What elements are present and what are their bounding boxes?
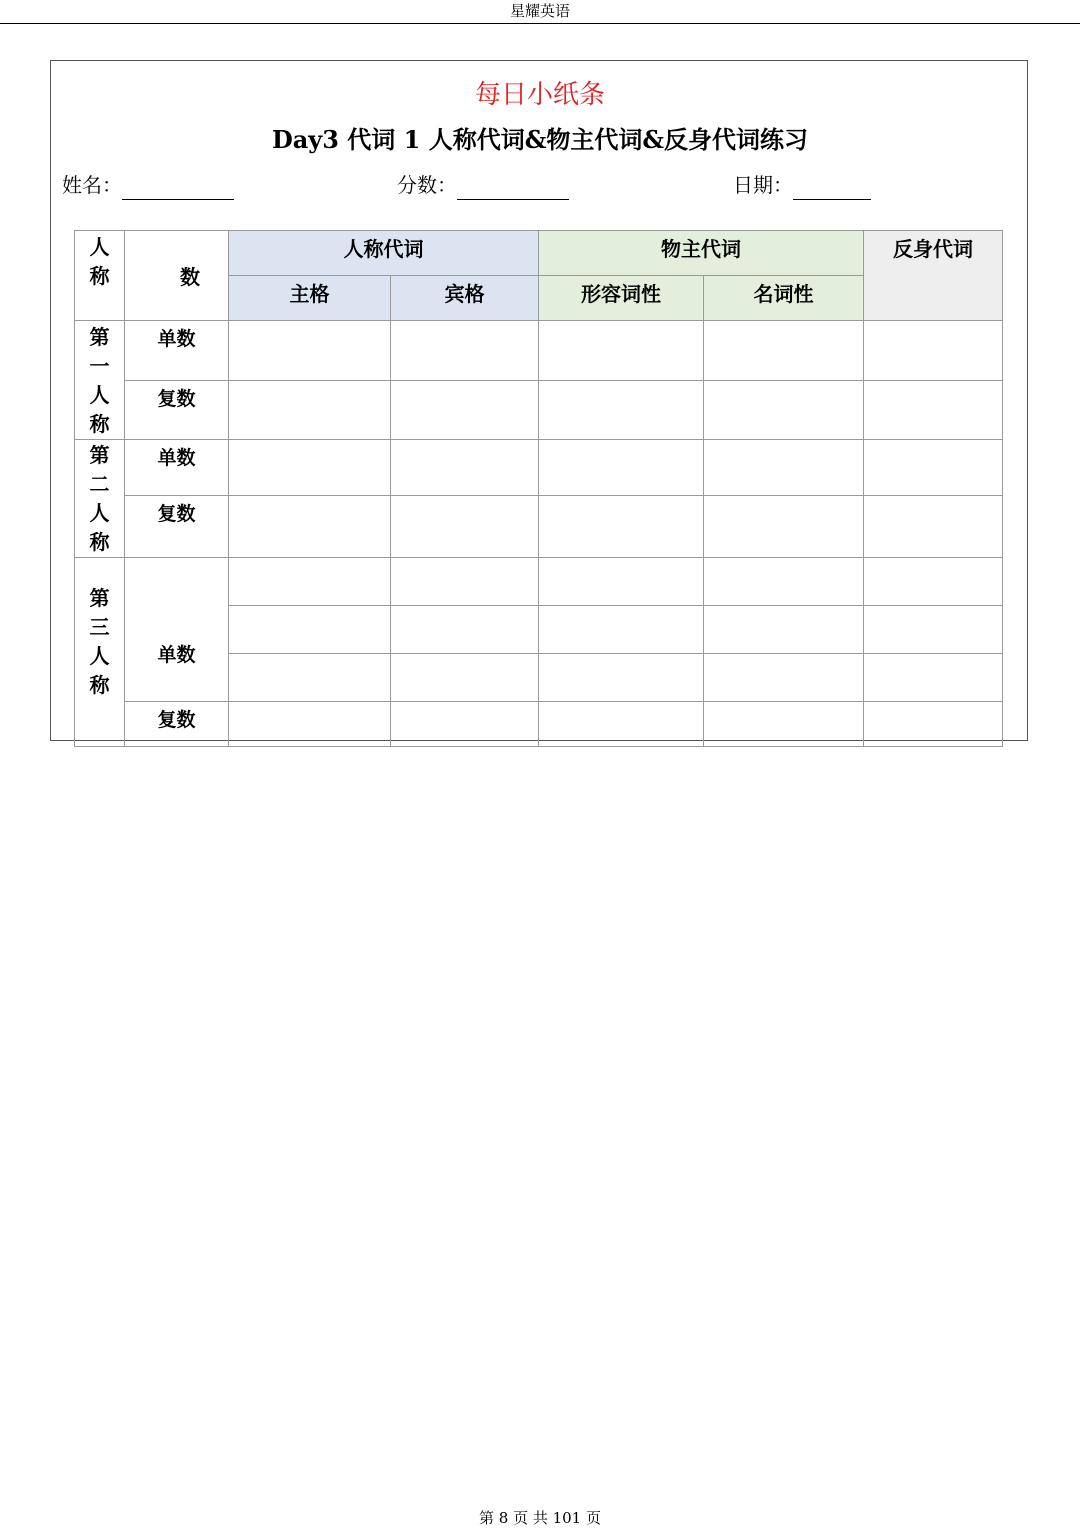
header-number bbox=[125, 231, 229, 321]
score-blank[interactable] bbox=[457, 177, 569, 200]
header-subject: 主格 bbox=[229, 276, 391, 321]
header-person bbox=[75, 231, 125, 321]
header-rule bbox=[0, 23, 1080, 24]
third-singular-label: 单数 bbox=[125, 558, 229, 702]
header-reflexive: 反身代词 bbox=[864, 231, 1003, 321]
table-row bbox=[75, 558, 1003, 606]
answer-cell[interactable] bbox=[391, 380, 539, 440]
score-label: 分数： bbox=[397, 173, 457, 197]
table-row bbox=[75, 702, 1003, 747]
answer-cell[interactable] bbox=[864, 495, 1003, 557]
row-third-person bbox=[75, 558, 125, 747]
row-first-person bbox=[75, 321, 125, 440]
answer-cell[interactable] bbox=[864, 440, 1003, 496]
table-row bbox=[75, 495, 1003, 557]
answer-cell[interactable] bbox=[391, 654, 539, 702]
table-row bbox=[75, 321, 1003, 381]
answer-cell[interactable] bbox=[864, 702, 1003, 747]
answer-cell[interactable] bbox=[391, 606, 539, 654]
answer-cell[interactable] bbox=[229, 654, 391, 702]
answer-cell[interactable] bbox=[704, 321, 864, 381]
answer-cell[interactable] bbox=[391, 440, 539, 496]
first-person-label: 第一人称 bbox=[89, 325, 110, 436]
answer-cell[interactable] bbox=[229, 440, 391, 496]
answer-cell[interactable] bbox=[864, 606, 1003, 654]
header-adjective: 形容词性 bbox=[539, 276, 704, 321]
answer-cell[interactable] bbox=[229, 606, 391, 654]
name-field[interactable] bbox=[62, 170, 234, 200]
answer-cell[interactable] bbox=[229, 702, 391, 747]
score-field[interactable] bbox=[397, 170, 569, 200]
answer-cell[interactable] bbox=[539, 702, 704, 747]
header-number-label: 数 bbox=[180, 265, 200, 289]
answer-cell[interactable] bbox=[704, 558, 864, 606]
second-plural-label: 复数 bbox=[125, 495, 229, 557]
page-header: 星耀英语 bbox=[509, 2, 570, 20]
header-person-label: 人称 bbox=[89, 235, 110, 288]
answer-cell[interactable] bbox=[539, 654, 704, 702]
name-label: 姓名： bbox=[62, 173, 122, 197]
third-plural-label: 复数 bbox=[125, 702, 229, 747]
header-personal: 人称代词 bbox=[229, 231, 539, 276]
pronoun-table bbox=[74, 230, 1003, 747]
first-plural-label: 复数 bbox=[125, 380, 229, 440]
table-row bbox=[75, 380, 1003, 440]
second-person-label: 第二人称 bbox=[89, 443, 110, 554]
second-singular-label: 单数 bbox=[125, 440, 229, 496]
answer-cell[interactable] bbox=[391, 495, 539, 557]
worksheet-title: 每日小纸条 bbox=[474, 80, 605, 110]
answer-cell[interactable] bbox=[864, 558, 1003, 606]
header-object: 宾格 bbox=[391, 276, 539, 321]
answer-cell[interactable] bbox=[229, 380, 391, 440]
answer-cell[interactable] bbox=[704, 654, 864, 702]
date-blank[interactable] bbox=[793, 177, 871, 200]
answer-cell[interactable] bbox=[391, 702, 539, 747]
date-label: 日期： bbox=[733, 173, 793, 197]
answer-cell[interactable] bbox=[704, 606, 864, 654]
answer-cell[interactable] bbox=[864, 654, 1003, 702]
header-noun: 名词性 bbox=[704, 276, 864, 321]
answer-cell[interactable] bbox=[539, 558, 704, 606]
third-person-label: 第三人称 bbox=[89, 586, 110, 697]
answer-cell[interactable] bbox=[704, 495, 864, 557]
answer-cell[interactable] bbox=[539, 440, 704, 496]
page-footer: 第 8 页 共 101 页 bbox=[478, 1509, 601, 1527]
date-field[interactable] bbox=[733, 170, 871, 200]
worksheet-subtitle: Day3 代词 1 人称代词&物主代词&反身代词练习 bbox=[271, 125, 809, 154]
answer-cell[interactable] bbox=[539, 321, 704, 381]
answer-cell[interactable] bbox=[704, 440, 864, 496]
row-second-person bbox=[75, 440, 125, 558]
answer-cell[interactable] bbox=[391, 558, 539, 606]
answer-cell[interactable] bbox=[229, 321, 391, 381]
answer-cell[interactable] bbox=[864, 321, 1003, 381]
answer-cell[interactable] bbox=[539, 495, 704, 557]
answer-cell[interactable] bbox=[539, 606, 704, 654]
answer-cell[interactable] bbox=[391, 321, 539, 381]
answer-cell[interactable] bbox=[704, 380, 864, 440]
answer-cell[interactable] bbox=[864, 380, 1003, 440]
answer-cell[interactable] bbox=[229, 558, 391, 606]
answer-cell[interactable] bbox=[229, 495, 391, 557]
header-possessive: 物主代词 bbox=[539, 231, 864, 276]
first-singular-label: 单数 bbox=[125, 321, 229, 381]
answer-cell[interactable] bbox=[539, 380, 704, 440]
answer-cell[interactable] bbox=[704, 702, 864, 747]
table-row bbox=[75, 440, 1003, 496]
name-blank[interactable] bbox=[122, 177, 234, 200]
